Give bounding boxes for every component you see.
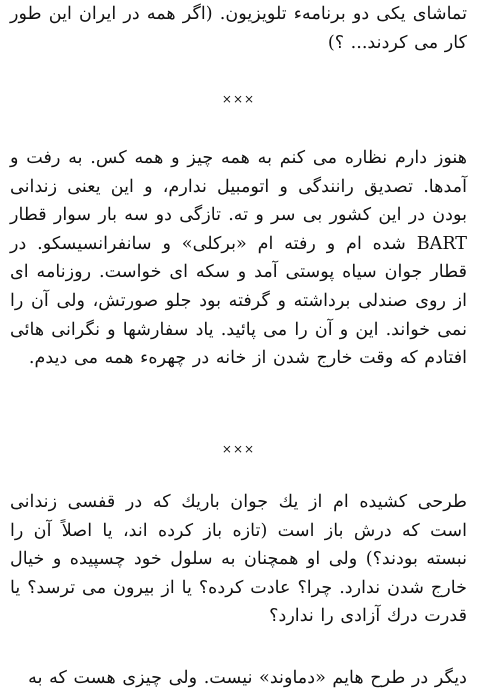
paragraph-observation: هنوز دارم نظاره می کنم به همه چیز و همه کس. به رفت و آمدها. تصدیق رانندگی و اتومبیل ندارم، و این یعنی زندانی بودن در این کشور بی سر و ته. تازگی دو سه بار سوار قطار BART شده ام و رفته ام «برکلی» و سانفرانسیسکو. در قطار جوان سیاه پوستی آمد و سکه ای خواست. روزنامه ای از روی صندلی برداشته و گرفته بود جلو صورتش، ولی آن را نمی خواند. این و آن را می پائید. یاد سفارشها و نگرانی هائی افتادم که وقت خارج شدن از خانه در چهرهء همه می دیدم. <box>10 148 467 369</box>
section-separator: ××× <box>221 442 256 456</box>
paragraph-tv: تماشای یکی دو برنامهء تلویزیون. (اگر همه در ایران این طور کار می کردند... ؟) <box>10 4 467 53</box>
section-separator: ××× <box>221 92 256 106</box>
paragraph-cage-drawing: طرحی کشیده ام از یك جوان باریك که در قفسی زندانی است که درش باز است (تازه باز کرده اند، یا اصلاً آن را نبسته بودند؟) ولی او همچنان به سلول خود چسپیده و خیال خارج شدن ندارد. چرا؟ عادت کرده؟ یا از بیرون می ترسد؟ یا قدرت درك آزادی را ندارد؟ <box>10 492 467 627</box>
paragraph-damavand: دیگر در طرح هایم «دماوند» نیست. ولی چیزی هست که به <box>28 668 467 688</box>
